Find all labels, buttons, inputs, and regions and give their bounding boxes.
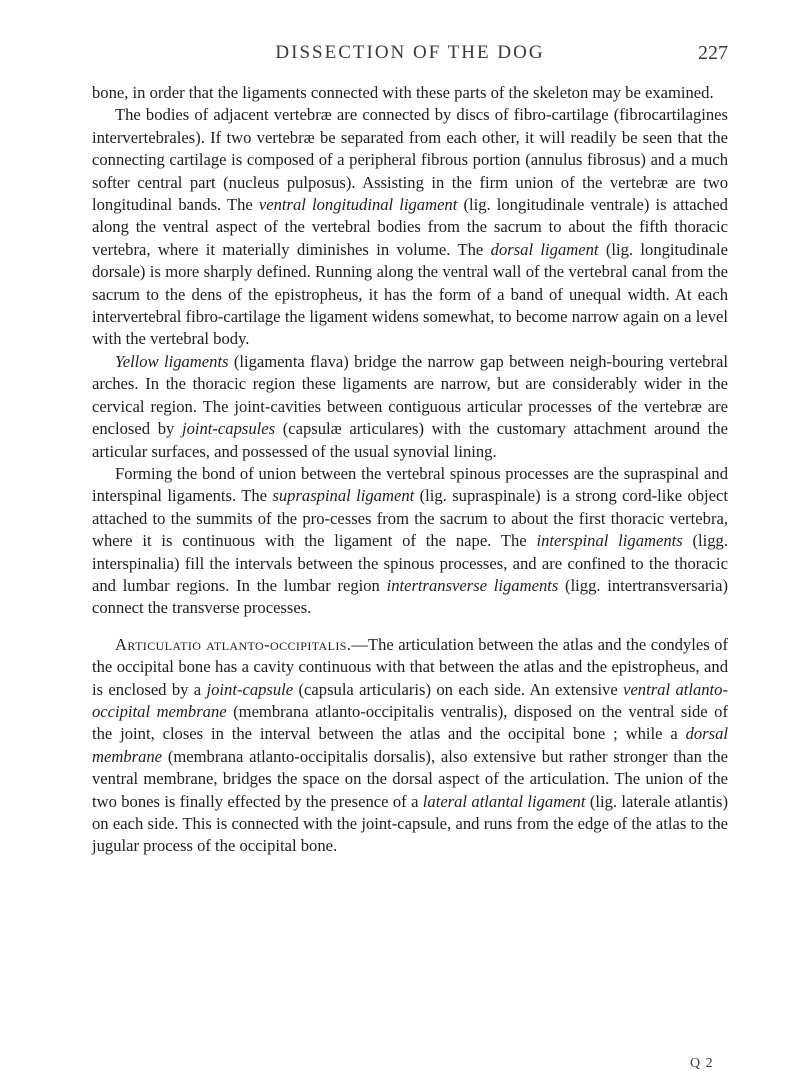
italic-term: dorsal ligament (490, 239, 599, 259)
italic-term: lateral atlantal ligament (422, 791, 586, 811)
paragraph-atlanto-occipital (92, 634, 728, 858)
italic-term: ventral atlanto-occipital membrane (92, 679, 728, 721)
section-heading: Articulatio atlanto-occipitalis. (115, 634, 352, 654)
italic-term: intertransverse ligaments (386, 575, 559, 595)
text-run: (ligamenta flava) bridge the narrow gap between neigh-bouring vertebral arches. In the thoracic region these ligaments are narrow, but are considerably wider in the cervical region. The joint-cavities between contiguous articular processes of the vertebræ are enclosed by (92, 351, 728, 439)
running-title: DISSECTION OF THE DOG (275, 42, 545, 63)
italic-term: Yellow ligaments (115, 351, 229, 371)
text-run: bone, in order that the ligaments connected with these parts of the skeleton may be examined. (92, 83, 714, 102)
running-head (92, 42, 728, 70)
paragraph-spinal-ligaments (92, 463, 728, 620)
text-run: (lig. longitudinale dorsale) is more sharply defined. Running along the ventral wall of the vertebral canal from the sacrum to the dens of the epistropheus, it has the form of a band of unequal width. At each intervertebral fibro-cartilage the ligament widens somewhat, to become narrow again on a level with the vertebral body. (92, 239, 728, 349)
paragraph-intervertebral-discs (92, 104, 728, 350)
italic-term: joint-capsule (206, 679, 294, 699)
text-run: (ligg. interspinalia) fill the intervals between the spinous processes, and are confined to the thoracic and lumbar regions. In the lumbar region (92, 531, 729, 595)
italic-term: dorsal membrane (92, 724, 728, 766)
text-run: —The articulation between the atlas and the condyles of the occipital bone has a cavity continuous with that between the atlas and the epistropheus, and is enclosed by a (92, 634, 728, 699)
text-run: (lig. laterale atlantis) on each side. This is connected with the joint-capsule, and runs from the edge of the atlas to the jugular process of the occipital bone. (92, 791, 729, 856)
italic-term: interspinal ligaments (536, 531, 683, 551)
paragraph-continuation (92, 82, 728, 104)
text-run: (capsulæ articulares) with the customary attachment around the articular surfaces, and possessed of the usual synovial lining. (92, 419, 728, 461)
italic-term: ventral longitudinal ligament (258, 195, 458, 215)
body-text (92, 82, 728, 858)
italic-term: joint-capsules (181, 419, 276, 439)
page-number: 227 (698, 42, 728, 64)
italic-term: supraspinal ligament (272, 486, 415, 506)
text-run: (capsula articularis) on each side. An extensive (293, 679, 624, 699)
text-run: (ligg. intertransversaria) connect the transverse processes. (92, 575, 728, 618)
text-run: (membrana atlanto-occipitalis ventralis), disposed on the ventral side of the joint, closes in the interval between the atlas and the occipital bone ; while a (92, 701, 728, 744)
text-run: (lig. supraspinale) is a strong cord-like object attached to the summits of the pro-cesses from the sacrum to about the first thoracic vertebra, where it is continuous with the ligament of the nape. The (92, 486, 728, 551)
text-run: Forming the bond of union between the vertebral spinous processes are the supraspinal and interspinal ligaments. The (92, 463, 728, 506)
text-run: (membrana atlanto-occipitalis dorsalis), also extensive but rather stronger than the ventral membrane, bridges the space on the dorsal aspect of the articulation. The union of the two bones is finally effected by the presence of a (92, 746, 728, 811)
paragraph-yellow-ligaments (92, 351, 728, 463)
text-run: The bodies of adjacent vertebræ are connected by discs of fibro-cartilage (fibrocartilagines intervertebrales). If two vertebræ be separated from each other, it will readily be seen that the connecting cartilage is composed of a peripheral fibrous portion (annulus fibrosus) and a much softer central part (nucleus pulposus). Assisting in the firm union of the vertebræ are two longitudinal bands. The (92, 105, 728, 215)
text-run: (lig. longitudinale ventrale) is attached along the ventral aspect of the vertebral bodies from the sacrum to about the fifth thoracic vertebra, where it materially diminishes in volume. The (92, 195, 728, 259)
signature-mark: Q 2 (690, 1056, 714, 1071)
